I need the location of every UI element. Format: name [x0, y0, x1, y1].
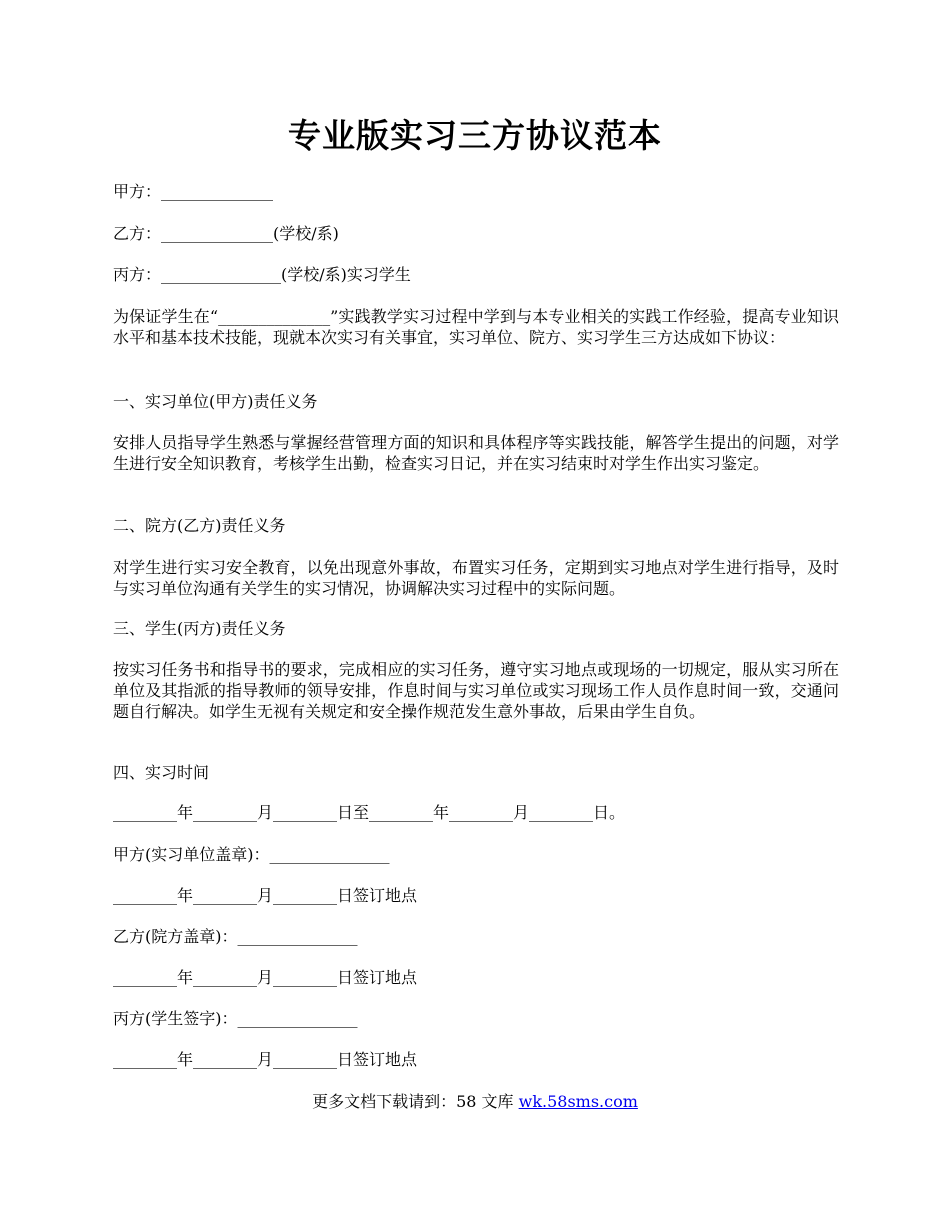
party-b-line: 乙方：______________(学校/系)	[113, 224, 339, 243]
section-heading-3: 三、学生(丙方)责任义务	[113, 619, 286, 638]
section-body-1: 安排人员指导学生熟悉与掌握经营管理方面的知识和具体程序等实践技能，解答学生提出的问题，对学生进行安全知识教育，考核学生出勤，检查实习日记，并在实习结束时对学生作出实习鉴定。	[113, 433, 839, 473]
section-heading-4: 四、实习时间	[113, 763, 210, 782]
party-a-seal-line: 甲方(实习单位盖章)：_______________	[113, 845, 390, 864]
party-a-date-line: ________年________月________日签订地点	[113, 886, 418, 905]
party-c-line: 丙方：_______________(学校/系)实习学生	[113, 265, 411, 284]
party-c-sign-line: 丙方(学生签字)：_______________	[113, 1009, 358, 1028]
party-b-seal-line: 乙方(院方盖章)：_______________	[113, 927, 358, 946]
party-b-date-line: ________年________月________日签订地点	[113, 968, 418, 987]
footer	[0, 1092, 950, 1112]
footer-text: 更多文档下载请到：58 文库	[312, 1092, 519, 1111]
party-a-line: 甲方：______________	[113, 182, 274, 201]
section-heading-1: 一、实习单位(甲方)责任义务	[113, 392, 318, 411]
party-c-date-line: ________年________月________日签订地点	[113, 1050, 418, 1069]
footer-link[interactable]: wk.58sms.com	[518, 1092, 638, 1111]
section-body-3: 按实习任务书和指导书的要求，完成相应的实习任务，遵守实习地点或现场的一切规定，服从实习所在单位及其指派的指导教师的领导安排，作息时间与实习单位或实习现场工作人员作息时间一致，交通问题自行解决。如学生无视有关规定和安全操作规范发生意外事故，后果由学生自负。	[113, 660, 839, 721]
intro-paragraph: 为保证学生在“______________”实践教学实习过程中学到与本专业相关的实践工作经验，提高专业知识水平和基本技术技能，现就本次实习有关事宜，实习单位、院方、实习学生三方达成如下协议：	[113, 307, 839, 347]
section-heading-2: 二、院方(乙方)责任义务	[113, 516, 286, 535]
section-body-2: 对学生进行实习安全教育，以免出现意外事故，布置实习任务，定期到实习地点对学生进行指导，及时与实习单位沟通有关学生的实习情况，协调解决实习过程中的实际问题。	[113, 558, 839, 598]
internship-period-line: ________年________月________日至________年________月________日。	[113, 803, 626, 822]
document-title: 专业版实习三方协议范本	[288, 116, 662, 155]
